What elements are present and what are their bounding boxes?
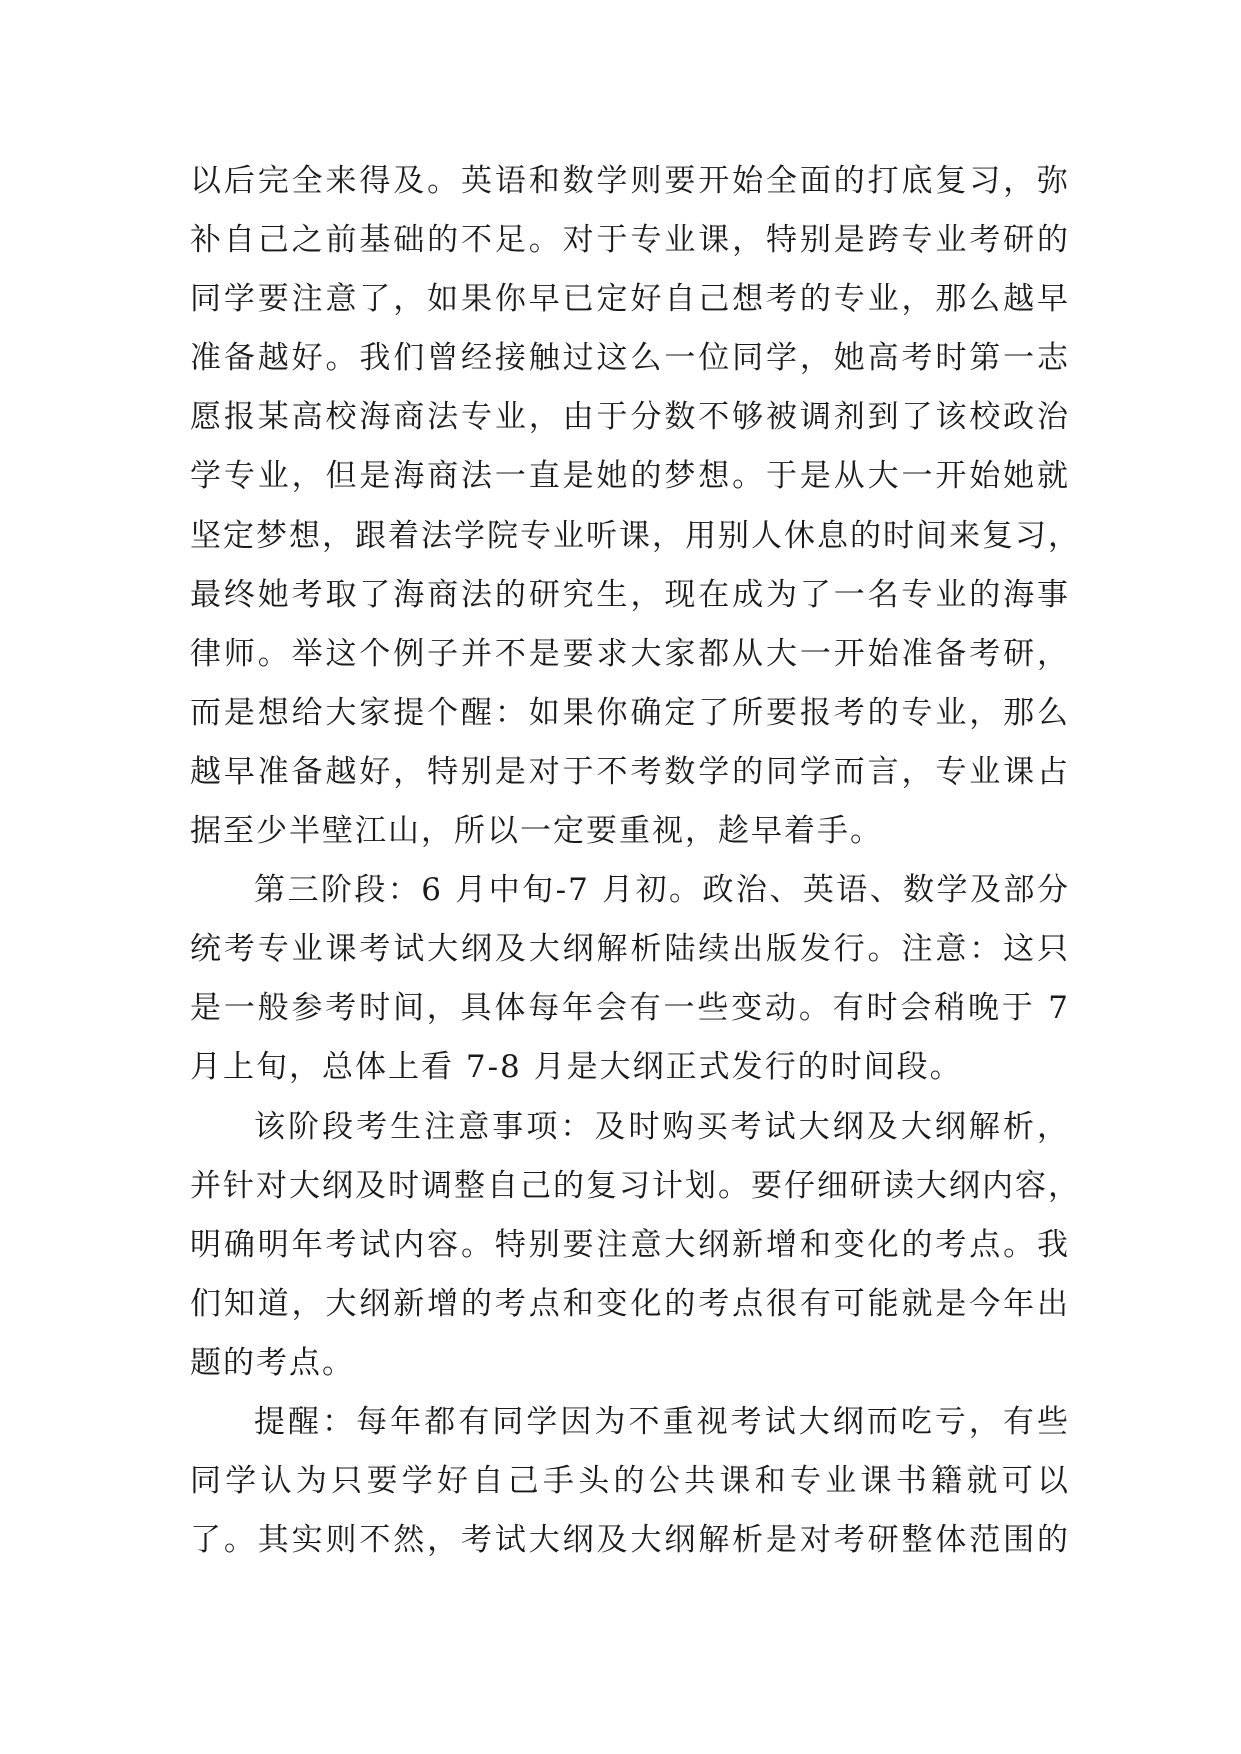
text-line: 该阶段考生注意事项：及时购买考试大纲及大纲解析，: [254, 1108, 1070, 1145]
text-line: 越早准备越好，特别是对于不考数学的同学而言，专业课占: [190, 753, 1070, 790]
text-line: 准备越好。我们曾经接触过这么一位同学，她高考时第一志: [190, 340, 1070, 377]
text-line: 月上旬，总体上看 7-8 月是大纲正式发行的时间段。: [190, 1049, 963, 1086]
text-line: 补自己之前基础的不足。对于专业课，特别是跨专业考研的: [190, 222, 1070, 259]
paragraph-3: [190, 1098, 1081, 1393]
paragraph-4: [190, 1393, 1070, 1570]
text-line: 学专业，但是海商法一直是她的梦想。于是从大一开始她就: [190, 458, 1070, 495]
text-line: 而是想给大家提个醒：如果你确定了所要报考的专业，那么: [190, 694, 1070, 731]
body-text: [190, 152, 1081, 1570]
text-line: 第三阶段：6 月中旬-7 月初。政治、英语、数学及部分: [254, 872, 1070, 909]
text-line: 们知道，大纲新增的考点和变化的考点很有可能就是今年出: [190, 1285, 1070, 1322]
text-line: 最终她考取了海商法的研究生，现在成为了一名专业的海事: [190, 576, 1070, 613]
text-line: 坚定梦想，跟着法学院专业听课，用别人休息的时间来复习，: [190, 517, 1081, 554]
paragraph-2: [190, 861, 1070, 1097]
text-line: 题的考点。: [190, 1344, 355, 1381]
text-line: 律师。举这个例子并不是要求大家都从大一开始准备考研，: [190, 635, 1070, 672]
text-line: 同学要注意了，如果你早已定好自己想考的专业，那么越早: [190, 281, 1070, 318]
text-line: 愿报某高校海商法专业，由于分数不够被调剂到了该校政治: [190, 399, 1070, 436]
text-line: 据至少半壁江山，所以一定要重视，趁早着手。: [190, 813, 883, 850]
text-line: 以后完全来得及。英语和数学则要开始全面的打底复习，弥: [190, 163, 1070, 199]
paragraph-1: [190, 152, 1081, 861]
text-line: 同学认为只要学好自己手头的公共课和专业课书籍就可以: [190, 1463, 1070, 1500]
text-line: 统考专业课考试大纲及大纲解析陆续出版发行。注意：这只: [190, 931, 1070, 968]
text-line: 提醒：每年都有同学因为不重视考试大纲而吃亏，有些: [254, 1403, 1070, 1440]
text-line: 明确明年考试内容。特别要注意大纲新增和变化的考点。我: [190, 1226, 1070, 1263]
text-line: 是一般参考时间，具体每年会有一些变动。有时会稍晚于 7: [190, 990, 1070, 1027]
text-line: 并针对大纲及时调整自己的复习计划。要仔细研读大纲内容，: [190, 1167, 1081, 1204]
text-line: 了。其实则不然，考试大纲及大纲解析是对考研整体范围的: [190, 1522, 1070, 1559]
